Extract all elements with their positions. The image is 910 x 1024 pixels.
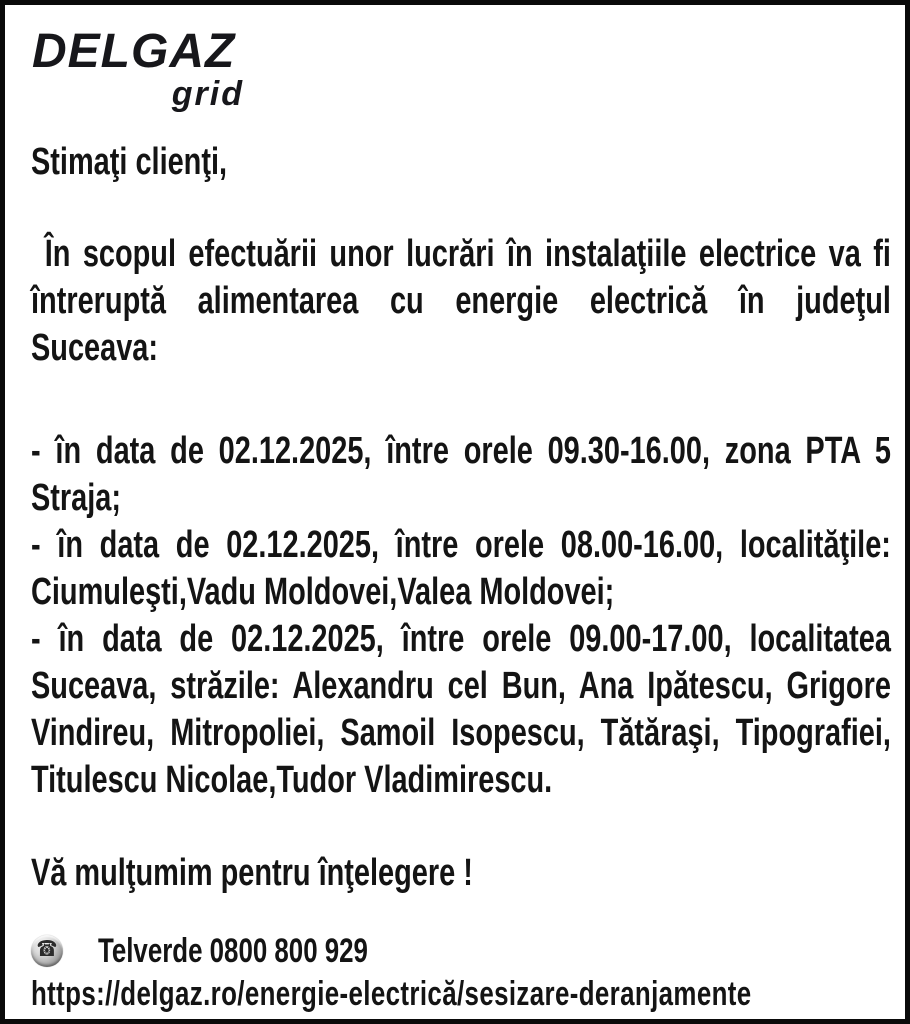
intro-line: întreruptă alimentarea cu energie electrică în judeţul <box>31 280 891 322</box>
outage-line: Straja; <box>31 477 122 519</box>
outage-item <box>31 428 891 522</box>
brand-logo <box>32 27 250 111</box>
outage-line: Suceava, străzile: Alexandru cel Bun, Ana Ipătescu, Grigore <box>31 665 891 707</box>
telephone-glyph: ☎ <box>36 936 58 962</box>
intro-paragraph <box>31 231 891 372</box>
closing-text: Vă mulţumim pentru înţelegere ! <box>31 852 473 894</box>
outage-item <box>31 522 891 616</box>
intro-line: Suceava: <box>31 327 159 369</box>
phone-icon <box>31 935 63 967</box>
phone-contact-row <box>31 931 891 971</box>
greeting-text: Stimaţi clienţi, <box>31 141 228 183</box>
outage-line: Titulescu Nicolae,Tudor Vladimirescu. <box>31 759 553 801</box>
brand-wordmark: DELGAZ <box>32 25 236 78</box>
outage-list <box>31 428 891 804</box>
brand-sub-label: grid <box>171 75 244 113</box>
outage-line: Ciumuleşti,Vadu Moldovei,Valea Moldovei; <box>31 571 615 613</box>
outage-item <box>31 616 891 804</box>
outage-line: - în data de 02.12.2025, între orele 08.00-16.00, localităţile: <box>31 524 891 566</box>
notice-body <box>31 139 891 1015</box>
outage-line: - în data de 02.12.2025, între orele 09.30-16.00, zona PTA 5 <box>31 430 891 472</box>
outage-line: - în data de 02.12.2025, între orele 09.00-17.00, localitatea <box>31 618 891 660</box>
phone-label: Telverde 0800 800 929 <box>97 932 368 970</box>
outage-line: Vindireu, Mitropoliei, Samoil Isopescu, Tătăraşi, Tipografiei, <box>31 712 891 754</box>
website-url: https://delgaz.ro/energie-electrică/sesizare-deranjamente <box>31 975 752 1013</box>
intro-line: În scopul efectuării unor lucrări în instalaţiile electrice va fi <box>44 233 891 275</box>
